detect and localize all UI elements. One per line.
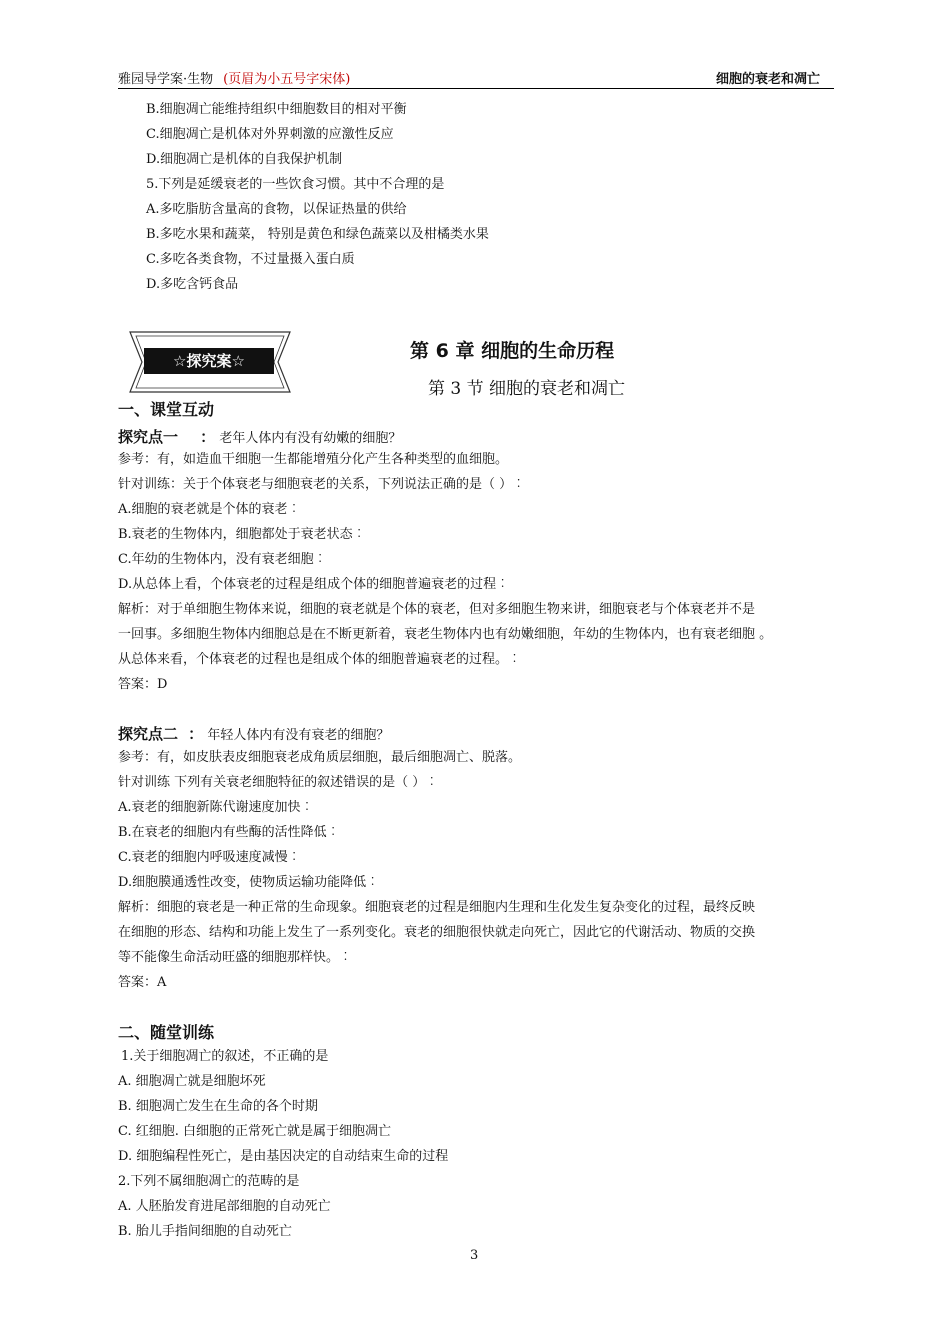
point2-line: 在细胞的形态、结构和功能上发生了一系列变化。衰老的细胞很快就走向死亡，因此它的代谢活动、物质的交换 — [118, 925, 756, 940]
point2-label: 探究点二 — [118, 725, 179, 743]
part2-line: A. 细胞凋亡就是细胞坏死 — [118, 1074, 266, 1089]
point2-line: A.衰老的细胞新陈代谢速度加快︰ — [118, 800, 314, 815]
point2-line: 等不能像生命活动旺盛的细胞那样快。︰ — [118, 950, 353, 965]
point2-colon: ： — [188, 725, 204, 743]
top-item: D.细胞凋亡是机体的自我保护机制 — [146, 152, 343, 167]
point2-line: 参考：有，如皮肤表皮细胞衰老成角质层细胞，最后细胞凋亡、脱落。 — [118, 750, 522, 765]
point1-line: 参考：有，如造血干细胞一生都能增殖分化产生各种类型的血细胞。 — [118, 452, 509, 467]
point1-line: B.衰老的生物体内，细胞都处于衰老状态︰ — [118, 527, 366, 542]
point2-row — [118, 725, 389, 745]
part2-heading: 二、随堂训练 — [118, 1023, 215, 1042]
top-item: B.细胞凋亡能维持组织中细胞数目的相对平衡 — [146, 102, 407, 117]
point1-line: D.从总体上看，个体衰老的过程是组成个体的细胞普遍衰老的过程︰ — [118, 577, 510, 592]
header-left — [118, 68, 350, 87]
point2-line: 解析：细胞的衰老是一种正常的生命现象。细胞衰老的过程是细胞内生理和生化发生复杂变化的过程，最终反映 — [118, 900, 756, 915]
point1-line: 从总体来看，个体衰老的过程也是组成个体的细胞普遍衰老的过程。︰ — [118, 652, 522, 667]
part2-line: 2.下列不属细胞凋亡的范畴的是 — [118, 1174, 300, 1189]
header-right: 细胞的衰老和凋亡 — [715, 72, 820, 87]
point1-answer: 答案：D — [118, 677, 168, 692]
point1-line: 一回事。多细胞生物体内细胞总是在不断更新着，衰老生物体内也有幼嫩细胞，年幼的生物体内，也有衰老细胞 。 — [118, 627, 773, 642]
point2-line: B.在衰老的细胞内有些酶的活性降低︰ — [118, 825, 340, 840]
badge-label: ☆探究案☆ — [144, 348, 274, 374]
point1-label: 探究点一 — [118, 428, 179, 446]
point1-row — [118, 428, 401, 448]
page-header — [118, 66, 834, 89]
top-item: 5.下列是延缓衰老的一些饮食习惯。其中不合理的是 — [146, 177, 445, 192]
point2-answer: 答案：A — [118, 975, 167, 990]
point1-line: 针对训练：关于个体衰老与细胞衰老的关系，下列说法正确的是（ ）︰ — [118, 477, 526, 492]
top-item: B.多吃水果和蔬菜， 特别是黄色和绿色蔬菜以及柑橘类水果 — [146, 227, 489, 242]
point1-line: C.年幼的生物体内，没有衰老细胞︰ — [118, 552, 327, 567]
part1-heading: 一、课堂互动 — [118, 400, 215, 419]
part2-line: A. 人胚胎发育进尾部细胞的自动死亡 — [118, 1199, 331, 1214]
top-item: C.细胞凋亡是机体对外界刺激的应激性反应 — [146, 127, 394, 142]
chapter-title: 第 6 章 细胞的生命历程 — [410, 340, 615, 362]
header-left-text: 雅园导学案·生物 — [118, 72, 214, 87]
point1-line: 解析：对于单细胞生物体来说，细胞的衰老就是个体的衰老，但对多细胞生物来讲，细胞衰老与个体衰老并不是 — [118, 602, 756, 617]
point1-colon: ： — [200, 428, 216, 446]
part2-line: 1.关于细胞凋亡的叙述，不正确的是 — [121, 1049, 329, 1064]
section-title: 第 3 节 细胞的衰老和凋亡 — [428, 379, 626, 399]
header-note: (页眉为小五号字宋体) — [223, 72, 351, 87]
point2-question: 年轻人体内有没有衰老的细胞？ — [207, 728, 390, 743]
point2-line: D.细胞膜通透性改变，使物质运输功能降低︰ — [118, 875, 380, 890]
top-item: C.多吃各类食物，不过量摄入蛋白质 — [146, 252, 355, 267]
point2-line: C.衰老的细胞内呼吸速度减慢︰ — [118, 850, 301, 865]
part2-line: B. 细胞凋亡发生在生命的各个时期 — [118, 1099, 318, 1114]
part2-line: B. 胎儿手指间细胞的自动死亡 — [118, 1224, 292, 1239]
part2-line: C. 红细胞. 白细胞的正常死亡就是属于细胞凋亡 — [118, 1124, 392, 1139]
page-number: 3 — [470, 1248, 479, 1263]
part2-line: D. 细胞编程性死亡，是由基因决定的自动结束生命的过程 — [118, 1149, 449, 1164]
point1-question: 老年人体内有没有幼嫩的细胞？ — [219, 431, 402, 446]
point2-line: 针对训练 下列有关衰老细胞特征的叙述错误的是（ ）︰ — [118, 775, 439, 790]
top-item: A.多吃脂肪含量高的食物，以保证热量的供给 — [146, 202, 407, 217]
point1-line: A.细胞的衰老就是个体的衰老︰ — [118, 502, 301, 517]
top-item: D.多吃含钙食品 — [146, 277, 239, 292]
